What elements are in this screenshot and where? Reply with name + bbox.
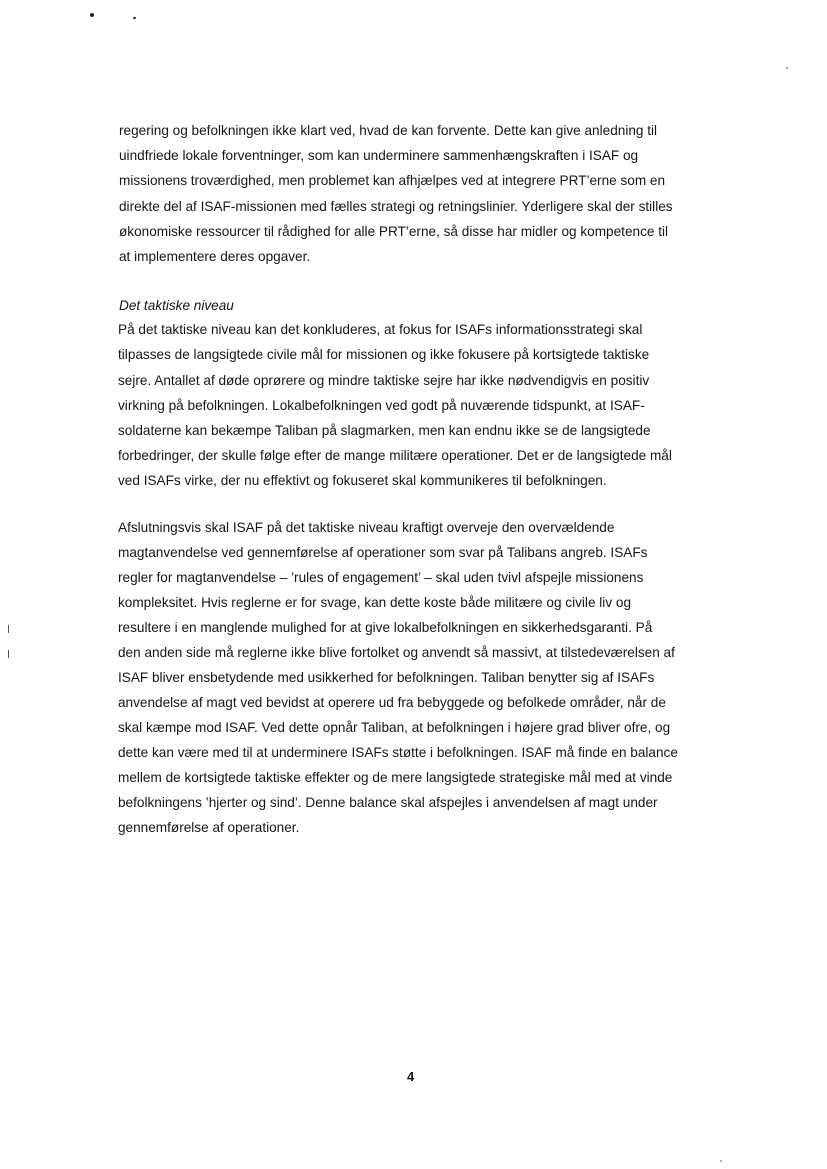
text-line: soldaterne kan bekæmpe Taliban på slagmarken, men kan endnu ikke se de langsigtede bbox=[118, 423, 651, 438]
page-number: 4 bbox=[407, 1069, 415, 1084]
text-line: Afslutningsvis skal ISAF på det taktiske niveau kraftigt overveje den overvældende bbox=[118, 520, 615, 535]
text-line: regering og befolkningen ikke klart ved, hvad de kan forvente. Dette kan give anledning til bbox=[119, 123, 658, 138]
text-line: den anden side må reglerne ikke blive fortolket og anvendt så massivt, at tilstedeværelsen af bbox=[118, 645, 675, 660]
text-line: tilpasses de langsigtede civile mål for missionen og ikke fokusere på kortsigtede taktiske bbox=[118, 347, 650, 362]
text-line: anvendelse af magt ved bevidst at operere ud fra bebyggede og befolkede områder, når de bbox=[118, 695, 666, 710]
scan-speck bbox=[133, 17, 136, 19]
text-line: skal kæmpe mod ISAF. Ved dette opnår Taliban, at befolkningen i højere grad bliver ofre, og bbox=[118, 720, 671, 735]
text-line: forbedringer, der skulle følge efter de mange militære operationer. Det er de langsigtede mål bbox=[118, 448, 672, 463]
text-line: regler for magtanvendelse – ’rules of engagement’ – skal uden tvivl afspejle missionens bbox=[118, 570, 644, 585]
text-line: økonomiske ressourcer til rådighed for alle PRT’erne, så disse har midler og kompetence til bbox=[119, 224, 669, 239]
scan-edge-mark bbox=[8, 650, 9, 658]
text-line: missionens troværdighed, men problemet kan afhjælpes ved at integrere PRT’erne som en bbox=[119, 173, 666, 188]
scan-edge-mark bbox=[8, 625, 9, 633]
text-line: dette kan være med til at underminere ISAFs støtte i befolkningen. ISAF må finde en balance bbox=[118, 745, 678, 760]
scan-speck bbox=[786, 67, 788, 69]
section-heading: Det taktiske niveau bbox=[119, 298, 234, 313]
text-line: mellem de kortsigtede taktiske effekter og de mere langsigtede strategiske mål med at vinde bbox=[118, 770, 673, 785]
text-line: uindfriede lokale forventninger, som kan underminere sammenhængskraften i ISAF og bbox=[119, 148, 639, 163]
text-line: direkte del af ISAF-missionen med fælles strategi og retningslinier. Yderligere skal der stilles bbox=[119, 199, 673, 214]
text-line: befolkningens ’hjerter og sind’. Denne balance skal afspejles i anvendelsen af magt under bbox=[118, 795, 658, 810]
scan-speck bbox=[720, 1160, 722, 1162]
text-line: gennemførelse af operationer. bbox=[118, 820, 300, 835]
scan-speck bbox=[90, 13, 94, 17]
text-line: ISAF bliver ensbetydende med usikkerhed for befolkningen. Taliban benytter sig af ISAFs bbox=[118, 670, 655, 685]
text-line: virkning på befolkningen. Lokalbefolkningen ved godt på nuværende tidspunkt, at ISAF- bbox=[118, 398, 645, 413]
text-line: På det taktiske niveau kan det konkluderes, at fokus for ISAFs informationsstrategi skal bbox=[118, 322, 643, 337]
text-line: kompleksitet. Hvis reglerne er for svage, kan dette koste både militære og civile liv og bbox=[118, 595, 632, 610]
text-line: at implementere deres opgaver. bbox=[119, 249, 311, 264]
text-line: magtanvendelse ved gennemførelse af operationer som svar på Talibans angreb. ISAFs bbox=[118, 545, 648, 560]
text-line: ved ISAFs virke, der nu effektivt og fokuseret skal kommunikeres til befolkningen. bbox=[118, 473, 607, 488]
text-line: sejre. Antallet af døde oprørere og mindre taktiske sejre har ikke nødvendigvis en positiv bbox=[118, 373, 650, 388]
text-line: resultere i en manglende mulighed for at give lokalbefolkningen en sikkerhedsgaranti. På bbox=[118, 620, 653, 635]
